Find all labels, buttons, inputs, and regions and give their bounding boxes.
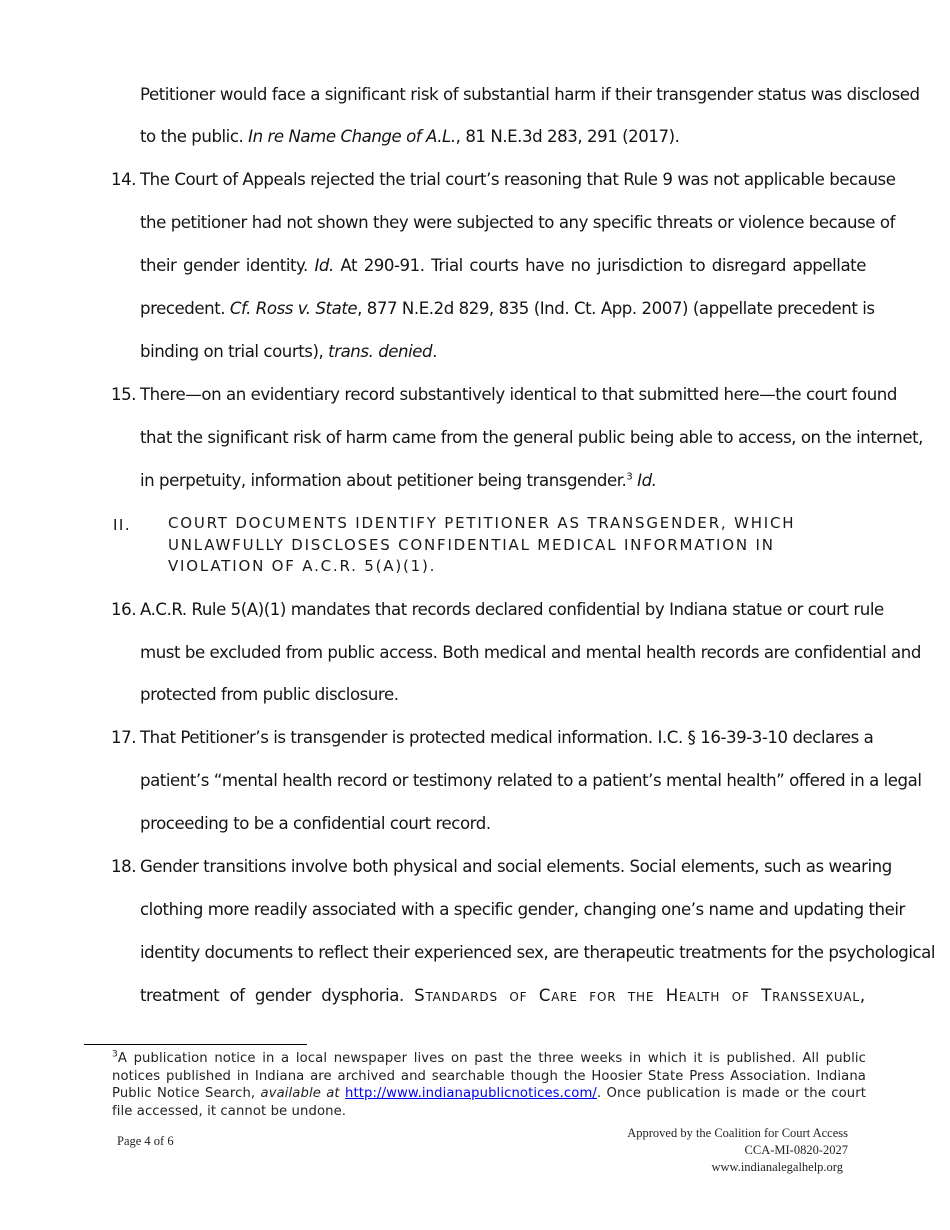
text-line: proceeding to be a confidential court record. xyxy=(140,814,491,833)
text-line: must be excluded from public access. Both medical and mental health records are confidential and xyxy=(140,643,921,662)
paragraph-number: 16. xyxy=(111,600,137,619)
section-heading: COURT DOCUMENTS IDENTIFY PETITIONER AS TRANSGENDER, WHICH UNLAWFULLY DISCLOSES CONFIDENTIAL MEDICAL INFORMATION IN VIOLATION OF A.C.R. 5(A)(1). xyxy=(168,514,796,575)
text-line: Petitioner would face a significant risk of substantial harm if their transgender status was disclosed xyxy=(140,85,920,104)
text-line: that the significant risk of harm came from the general public being able to access, on the internet, xyxy=(140,428,923,447)
paragraph-number: 14. xyxy=(111,170,137,189)
paragraph-number: 15. xyxy=(111,385,137,404)
footnote: $^3$A publication notice in a local newspaper lives on past the three weeks in which it is published. All public notices published in Indiana are archived and searchable though the Hoosier State Press Association. Indiana Public Notice Search, available at http://www.indianapublicnotices.com/. Once publication is made or the court file accessed, it cannot be undone. xyxy=(112,1049,867,1119)
approval-notice: Approved by the Coalition for Court Access xyxy=(627,1126,848,1140)
text-line: A.C.R. Rule 5(A)(1) mandates that records declared confidential by Indiana statue or court rule xyxy=(140,600,884,619)
website: www.indianalegalhelp.org xyxy=(711,1160,843,1174)
paragraph-number: 17. xyxy=(111,728,137,747)
page-number: Page 4 of 6 xyxy=(117,1134,174,1148)
text-line: binding on trial courts), trans. denied. xyxy=(140,342,437,361)
text-line: The Court of Appeals rejected the trial court’s reasoning that Rule 9 was not applicable because xyxy=(140,170,896,189)
source-title: Standards of Care for the Health of Transsexual, xyxy=(414,986,866,1005)
footnote-divider xyxy=(84,1044,307,1045)
public-notices-link[interactable]: http://www.indianapublicnotices.com/ xyxy=(345,1086,597,1101)
form-id: CCA-MI-0820-2027 xyxy=(744,1143,848,1157)
section-number: II. xyxy=(113,516,132,534)
paragraph-number: 18. xyxy=(111,857,137,876)
text-line: to the public. In re Name Change of A.L., 81 N.E.3d 283, 291 (2017). xyxy=(140,127,680,146)
text-line: their gender identity. Id. At 290-91. Trial courts have no jurisdiction to disregard appellate xyxy=(140,256,866,275)
case-citation: In re Name Change of A.L. xyxy=(248,127,456,146)
footnote-reference: 3 xyxy=(626,471,633,483)
text-line: the petitioner had not shown they were subjected to any specific threats or violence because of xyxy=(140,213,895,232)
footnote-mark: 3 xyxy=(112,1049,118,1060)
case-citation: Cf. Ross v. State xyxy=(229,299,358,318)
text-line: precedent. Cf. Ross v. State, 877 N.E.2d 829, 835 (Ind. Ct. App. 2007) (appellate precedent is xyxy=(140,299,875,318)
text-line: protected from public disclosure. xyxy=(140,685,399,704)
text-line: patient’s “mental health record or testimony related to a patient’s mental health” offered in a legal xyxy=(140,771,922,790)
text-line: in perpetuity, information about petitioner being transgender.$^3$ Id. xyxy=(140,471,657,490)
form-footer xyxy=(627,1125,848,1176)
text-line: clothing more readily associated with a specific gender, changing one’s name and updating their xyxy=(140,900,905,919)
text-line: Gender transitions involve both physical and social elements. Social elements, such as wearing xyxy=(140,857,892,876)
text-line: treatment of gender dysphoria. Standards of Care for the Health of Transsexual, xyxy=(140,986,866,1005)
text-line: identity documents to reflect their experienced sex, are therapeutic treatments for the psychological xyxy=(140,943,936,962)
text-line: That Petitioner’s is transgender is protected medical information. I.C. § 16-39-3-10 declares a xyxy=(140,728,874,747)
text-line: There—on an evidentiary record substantively identical to that submitted here—the court found xyxy=(140,385,897,404)
